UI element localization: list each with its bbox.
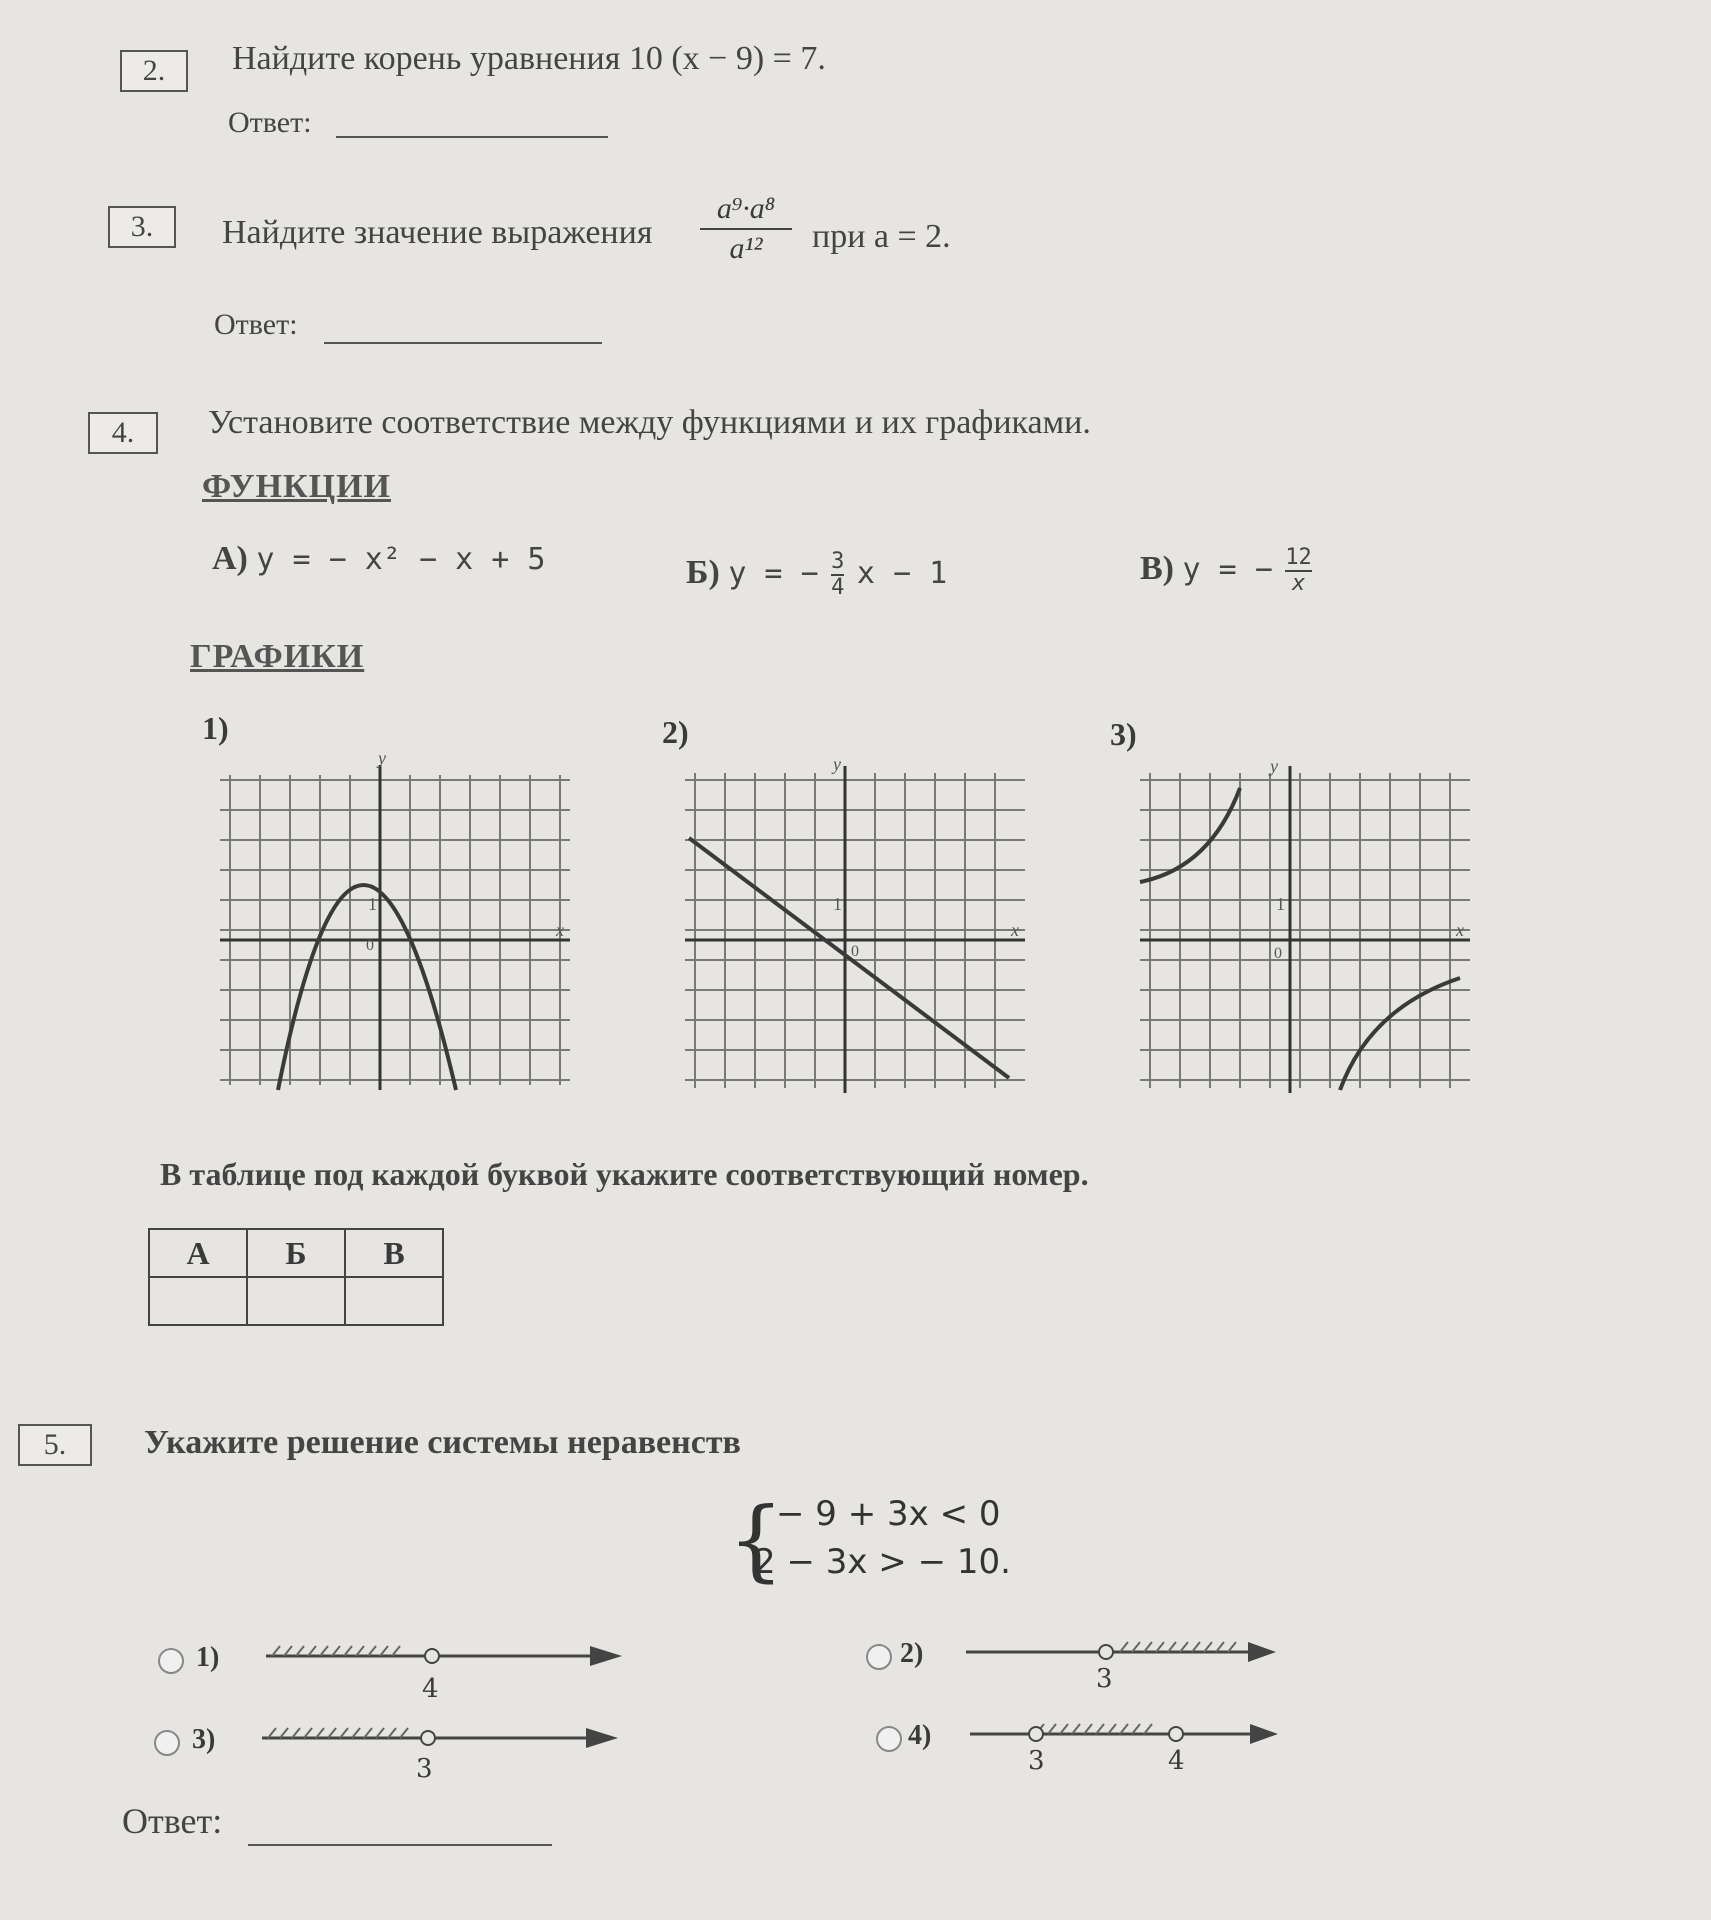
fraction-denominator: a¹² (729, 232, 763, 265)
graph-2 (675, 758, 1035, 1098)
system-line-1: − 9 + 3x < 0 (776, 1494, 1001, 1534)
graph-3-branch-left (1140, 788, 1240, 882)
graph-1-label: 1) (202, 710, 229, 746)
table-cell-a[interactable] (149, 1277, 247, 1325)
graph-3-x-label: x (1456, 920, 1464, 940)
option-3-point: 3 (416, 1754, 433, 1784)
graph-1-grid (220, 775, 570, 1085)
function-c-frac-den: x (1285, 570, 1312, 596)
graph-1 (210, 750, 580, 1100)
function-b-prefix: y = − (728, 555, 819, 591)
option-2-number-line (960, 1636, 1280, 1676)
table-instruction: В таблице под каждой буквой укажите соответствующий номер. (160, 1156, 1089, 1192)
graph-1-y-label: y (378, 750, 386, 768)
option-1-number-line (260, 1640, 630, 1680)
graph-3-zero-label: 0 (1274, 945, 1282, 962)
functions-title: ФУНКЦИИ (202, 468, 392, 505)
function-b-frac-den: 4 (831, 575, 845, 600)
task-number-3: 3. (108, 206, 176, 248)
option-4-radio[interactable] (876, 1726, 902, 1752)
graph-1-one-label: 1 (368, 894, 377, 914)
fraction-numerator: a⁹·a⁸ (716, 192, 776, 225)
graph-2-x-label: x (1011, 920, 1019, 940)
graph-1-zero-label: 0 (366, 937, 374, 954)
task-3-question: Найдите значение выражения (222, 214, 653, 251)
system-brace: { (728, 1488, 784, 1591)
task-3-condition: при a = 2. (812, 218, 951, 255)
table-header-a: А (149, 1229, 247, 1277)
graph-2-grid (685, 773, 1025, 1088)
option-1-radio[interactable] (158, 1648, 184, 1674)
option-4-point-a: 3 (1028, 1746, 1045, 1776)
function-a-formula: y = − x² − x + 5 (256, 542, 546, 577)
task-5-answer-field[interactable] (248, 1844, 552, 1846)
task-number-4: 4. (88, 412, 158, 454)
graph-3-one-label: 1 (1276, 894, 1285, 914)
option-2-radio[interactable] (866, 1644, 892, 1670)
task-3-answer-label: Ответ: (214, 308, 298, 341)
table-header-c: В (345, 1229, 443, 1277)
option-4-point-b: 4 (1168, 1746, 1185, 1776)
graph-3-label: 3) (1110, 716, 1137, 752)
option-4-number-line (964, 1718, 1284, 1758)
task-number-2: 2. (120, 50, 188, 92)
table-cell-b[interactable] (247, 1277, 345, 1325)
option-4-label: 4) (908, 1720, 932, 1751)
task-2-answer-label: Ответ: (228, 106, 312, 139)
function-b-letter: Б) (686, 553, 720, 591)
answer-table (148, 1228, 444, 1326)
task-2-question: Найдите корень уравнения 10 (x − 9) = 7. (232, 40, 826, 77)
option-2-label: 2) (900, 1638, 924, 1669)
task-number-5: 5. (18, 1424, 92, 1466)
function-b-frac-num: 3 (831, 549, 845, 574)
graph-2-one-label: 1 (833, 894, 842, 914)
option-1-label: 1) (196, 1642, 220, 1673)
graph-2-line (689, 838, 1009, 1078)
system-line-2: 2 − 3x > − 10. (754, 1542, 1011, 1582)
task-3-answer-field[interactable] (324, 342, 602, 344)
graph-2-zero-label: 0 (851, 943, 859, 960)
graphs-title: ГРАФИКИ (190, 638, 365, 675)
task-5-answer-label: Ответ: (122, 1801, 223, 1841)
task-2-answer-field[interactable] (336, 136, 608, 138)
option-3-label: 3) (192, 1724, 216, 1755)
option-3-radio[interactable] (154, 1730, 180, 1756)
function-c-frac-num: 12 (1285, 545, 1312, 570)
table-header-b: Б (247, 1229, 345, 1277)
graph-3-grid (1140, 773, 1470, 1088)
function-c-letter: В) (1140, 549, 1174, 587)
graph-3-y-label: y (1270, 758, 1278, 776)
task-4-question: Установите соответствие между функциями и их графиками. (208, 404, 1091, 441)
function-c (1140, 546, 1316, 596)
task-5-question: Укажите решение системы неравенств (144, 1424, 741, 1461)
option-3-number-line (256, 1722, 626, 1762)
function-a (212, 540, 545, 578)
task-3-fraction (700, 192, 792, 266)
function-b-suffix: x − 1 (856, 555, 948, 591)
function-a-letter: А) (212, 540, 248, 577)
table-cell-c[interactable] (345, 1277, 443, 1325)
graph-3 (1130, 758, 1480, 1098)
graph-1-parabola (278, 885, 456, 1090)
graph-2-label: 2) (662, 714, 689, 750)
option-2-point: 3 (1096, 1664, 1113, 1694)
option-1-point: 4 (422, 1674, 439, 1704)
graph-3-branch-right (1340, 978, 1460, 1090)
function-c-prefix: y = − (1182, 551, 1273, 587)
graph-2-y-label: y (833, 758, 841, 774)
function-b (686, 550, 947, 600)
graph-1-x-label: x (556, 920, 564, 940)
